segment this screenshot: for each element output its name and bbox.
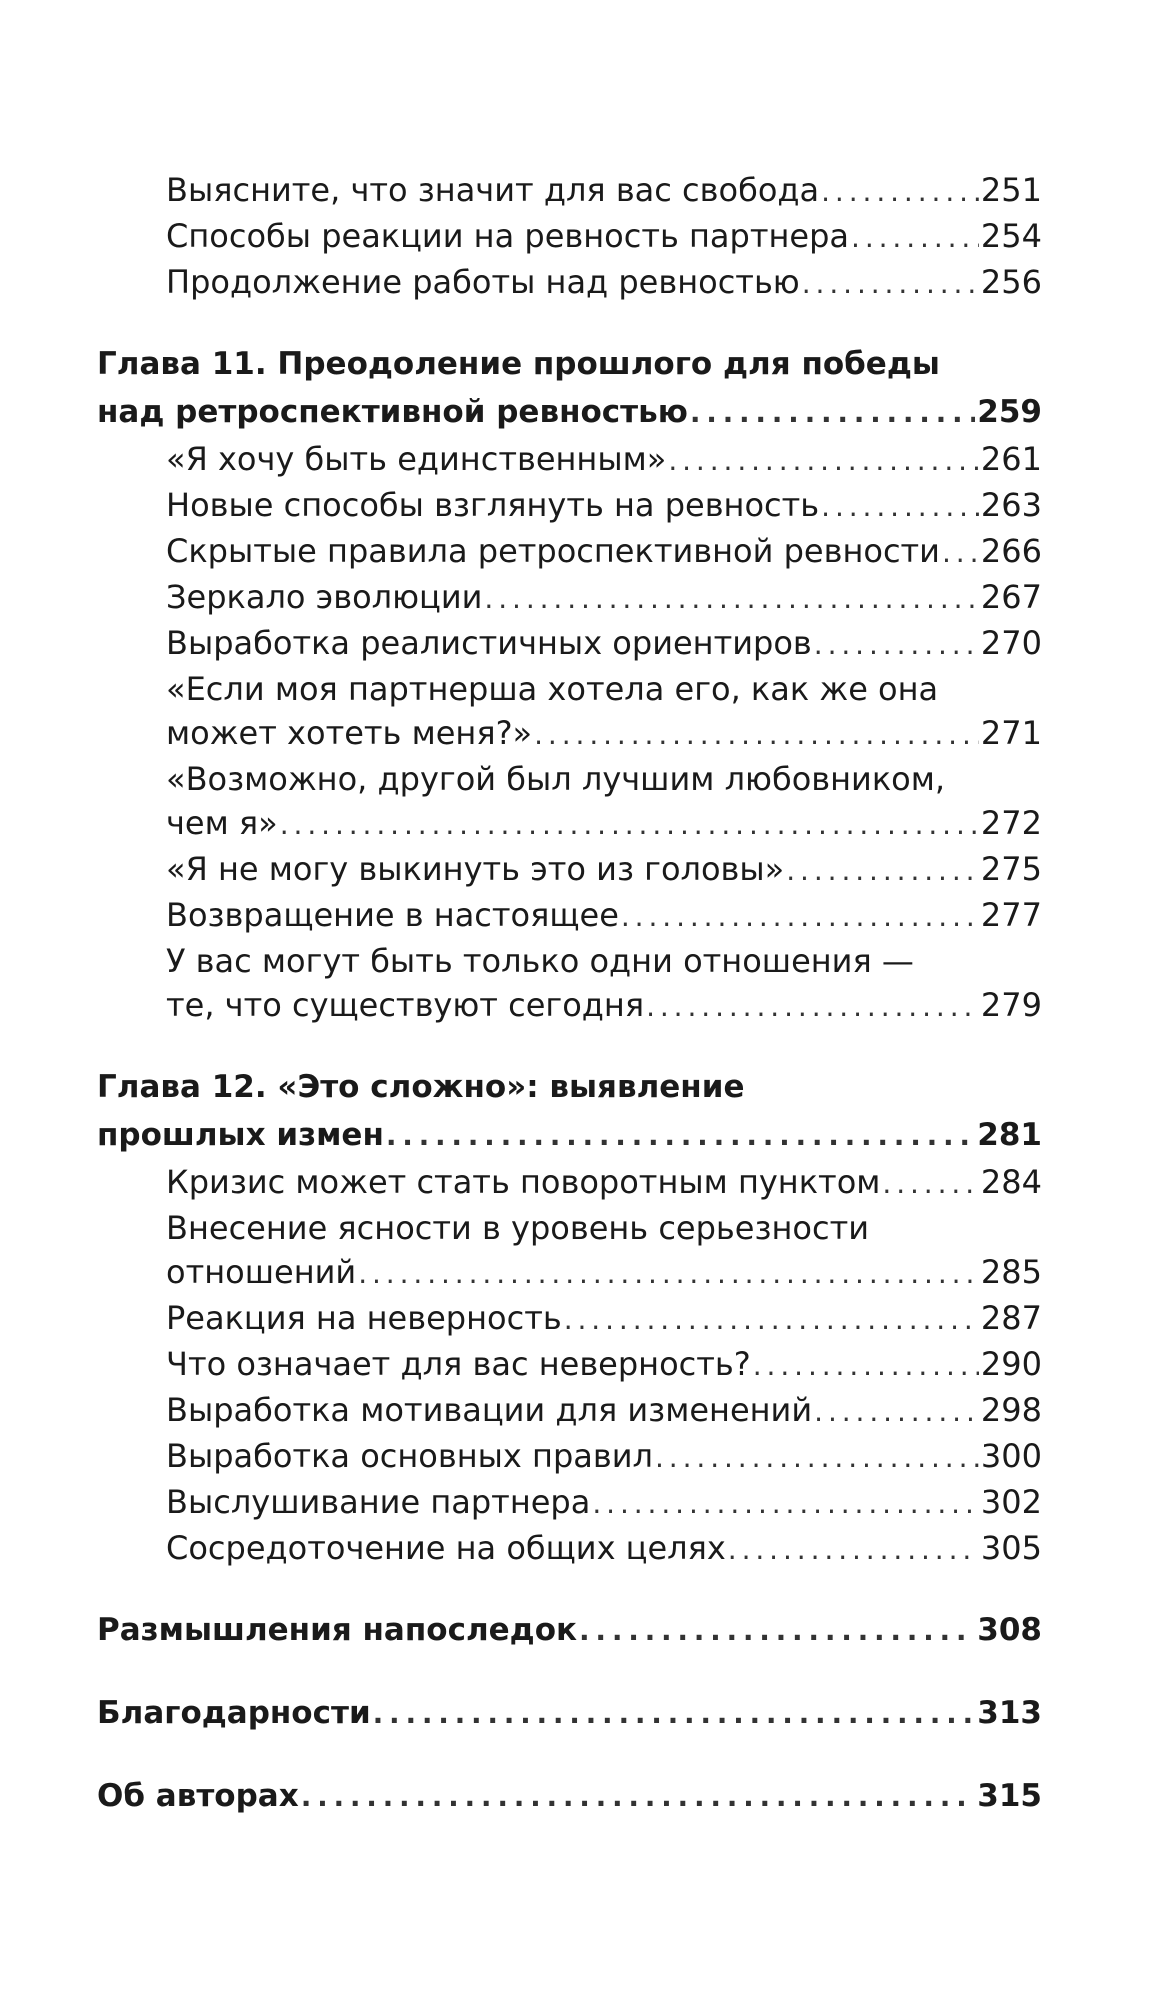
entry-title-line2: может хотеть меня?» (166, 714, 533, 752)
entry-title: Выработка реалистичных ориентиров (166, 624, 812, 662)
toc-entry (97, 621, 1042, 667)
dot-leader (821, 485, 979, 529)
dot-leader (942, 531, 979, 575)
toc-entry (97, 437, 1042, 483)
entry-page: 256 (980, 263, 1042, 301)
dot-leader (882, 1162, 979, 1206)
chapter-12-heading (97, 1111, 1042, 1160)
dot-leader (592, 1482, 979, 1526)
entry-title: Выслушивание партнера (166, 1483, 591, 1521)
toc-entry (97, 1434, 1042, 1480)
entry-title: «Я хочу быть единственным» (166, 440, 667, 478)
toc-entry (97, 214, 1042, 260)
closing-page: 313 (977, 1695, 1042, 1731)
dot-leader (358, 1252, 979, 1296)
dot-leader (534, 713, 979, 757)
entry-title: Способы реакции на ревность партнера (166, 217, 850, 255)
toc-entry (97, 168, 1042, 214)
dot-leader (484, 577, 979, 621)
closing-title: Размышления напоследок (97, 1612, 578, 1648)
closing-title: Об авторах (97, 1778, 299, 1814)
entry-title: Зеркало эволюции (166, 578, 483, 616)
closing-entry (97, 1772, 1042, 1821)
entry-page: 285 (980, 1253, 1042, 1291)
entry-title: Выработка мотивации для изменений (166, 1391, 813, 1429)
dot-leader (851, 216, 979, 260)
entry-page: 251 (980, 171, 1042, 209)
toc-entry (97, 575, 1042, 621)
toc-entry (97, 893, 1042, 939)
toc-entry (97, 801, 1042, 847)
toc-entry (97, 1388, 1042, 1434)
closing-entry (97, 1606, 1042, 1655)
toc-entry (97, 529, 1042, 575)
entry-title-line1: «Возможно, другой был лучшим любовником, (166, 760, 946, 798)
dot-leader (386, 1112, 975, 1160)
entry-title-line1: У вас могут быть только одни отношения — (166, 942, 914, 980)
entry-page: 254 (980, 217, 1042, 255)
toc-entry (97, 1526, 1042, 1572)
entry-title-line1: «Если моя партнерша хотела его, как же она (166, 670, 939, 708)
toc-entry (97, 483, 1042, 529)
entry-page: 266 (980, 532, 1042, 570)
entry-page: 300 (980, 1437, 1042, 1475)
spacer (97, 1029, 1042, 1063)
entry-title: «Я не могу выкинуть это из головы» (166, 850, 785, 888)
dot-leader (280, 803, 979, 847)
entry-title-line1: Внесение ясности в уровень серьезности (166, 1209, 870, 1247)
closing-page: 308 (977, 1612, 1042, 1648)
dot-leader (753, 1344, 979, 1388)
closing-entry (97, 1689, 1042, 1738)
toc-entry (97, 1160, 1042, 1206)
entry-title: Скрытые правила ретроспективной ревности (166, 532, 940, 570)
chapter-12-page: 281 (977, 1117, 1042, 1153)
entry-page: 302 (980, 1483, 1042, 1521)
toc-entry (97, 711, 1042, 757)
entry-page: 272 (980, 804, 1042, 842)
toc-entry (97, 1480, 1042, 1526)
entry-page: 290 (980, 1345, 1042, 1383)
dot-leader (690, 389, 975, 437)
toc-entry (97, 1296, 1042, 1342)
entry-page: 277 (980, 896, 1042, 934)
dot-leader (579, 1607, 975, 1655)
toc-entry (97, 1250, 1042, 1296)
entry-page: 271 (980, 714, 1042, 752)
chapter-11-heading-line1: Глава 11. Преодоление прошлого для победы (97, 346, 940, 382)
dot-leader (786, 849, 979, 893)
closing-page: 315 (977, 1778, 1042, 1814)
dot-leader (655, 1436, 979, 1480)
dot-leader (814, 623, 979, 667)
dot-leader (621, 895, 979, 939)
dot-leader (728, 1528, 979, 1572)
toc-entry (97, 1342, 1042, 1388)
entry-page: 263 (980, 486, 1042, 524)
entry-page: 284 (980, 1163, 1042, 1201)
spacer (97, 306, 1042, 340)
entry-page: 275 (980, 850, 1042, 888)
dot-leader (564, 1298, 979, 1342)
dot-leader (802, 262, 979, 306)
entry-page: 270 (980, 624, 1042, 662)
toc-entry (97, 260, 1042, 306)
chapter-12-heading-line2: прошлых измен (97, 1117, 384, 1153)
entry-title: Что означает для вас неверность? (166, 1345, 751, 1383)
chapter-11-heading (97, 388, 1042, 437)
entry-title: Кризис может стать поворотным пунктом (166, 1163, 881, 1201)
dot-leader (373, 1690, 976, 1738)
entry-page: 267 (980, 578, 1042, 616)
dot-leader (814, 1390, 979, 1434)
dot-leader (668, 439, 979, 483)
chapter-11-heading-line2: над ретроспективной ревностью (97, 394, 688, 430)
chapter-12-heading-line1: Глава 12. «Это сложно»: выявление (97, 1069, 745, 1105)
toc-entry (97, 847, 1042, 893)
entry-title: Выясните, что значит для вас свобода (166, 171, 820, 209)
dot-leader (646, 985, 979, 1029)
entry-page: 287 (980, 1299, 1042, 1337)
chapter-11-page: 259 (977, 394, 1042, 430)
dot-leader (821, 170, 979, 214)
entry-page: 305 (980, 1529, 1042, 1567)
toc-entry (97, 983, 1042, 1029)
dot-leader (301, 1773, 976, 1821)
entry-title: Новые способы взглянуть на ревность (166, 486, 820, 524)
entry-title: Сосредоточение на общих целях (166, 1529, 726, 1567)
entry-title: Реакция на неверность (166, 1299, 562, 1337)
spacer (97, 1572, 1042, 1606)
entry-page: 279 (980, 986, 1042, 1024)
closing-title: Благодарности (97, 1695, 371, 1731)
entry-page: 261 (980, 440, 1042, 478)
spacer (97, 1738, 1042, 1772)
entry-title: Продолжение работы над ревностью (166, 263, 800, 301)
spacer (97, 1655, 1042, 1689)
entry-title-line2: те, что существуют сегодня (166, 986, 645, 1024)
entry-title-line2: чем я» (166, 804, 278, 842)
entry-title-line2: отношений (166, 1253, 357, 1291)
entry-title: Возвращение в настоящее (166, 896, 619, 934)
entry-page: 298 (980, 1391, 1042, 1429)
table-of-contents (97, 168, 1042, 1821)
entry-title: Выработка основных правил (166, 1437, 653, 1475)
